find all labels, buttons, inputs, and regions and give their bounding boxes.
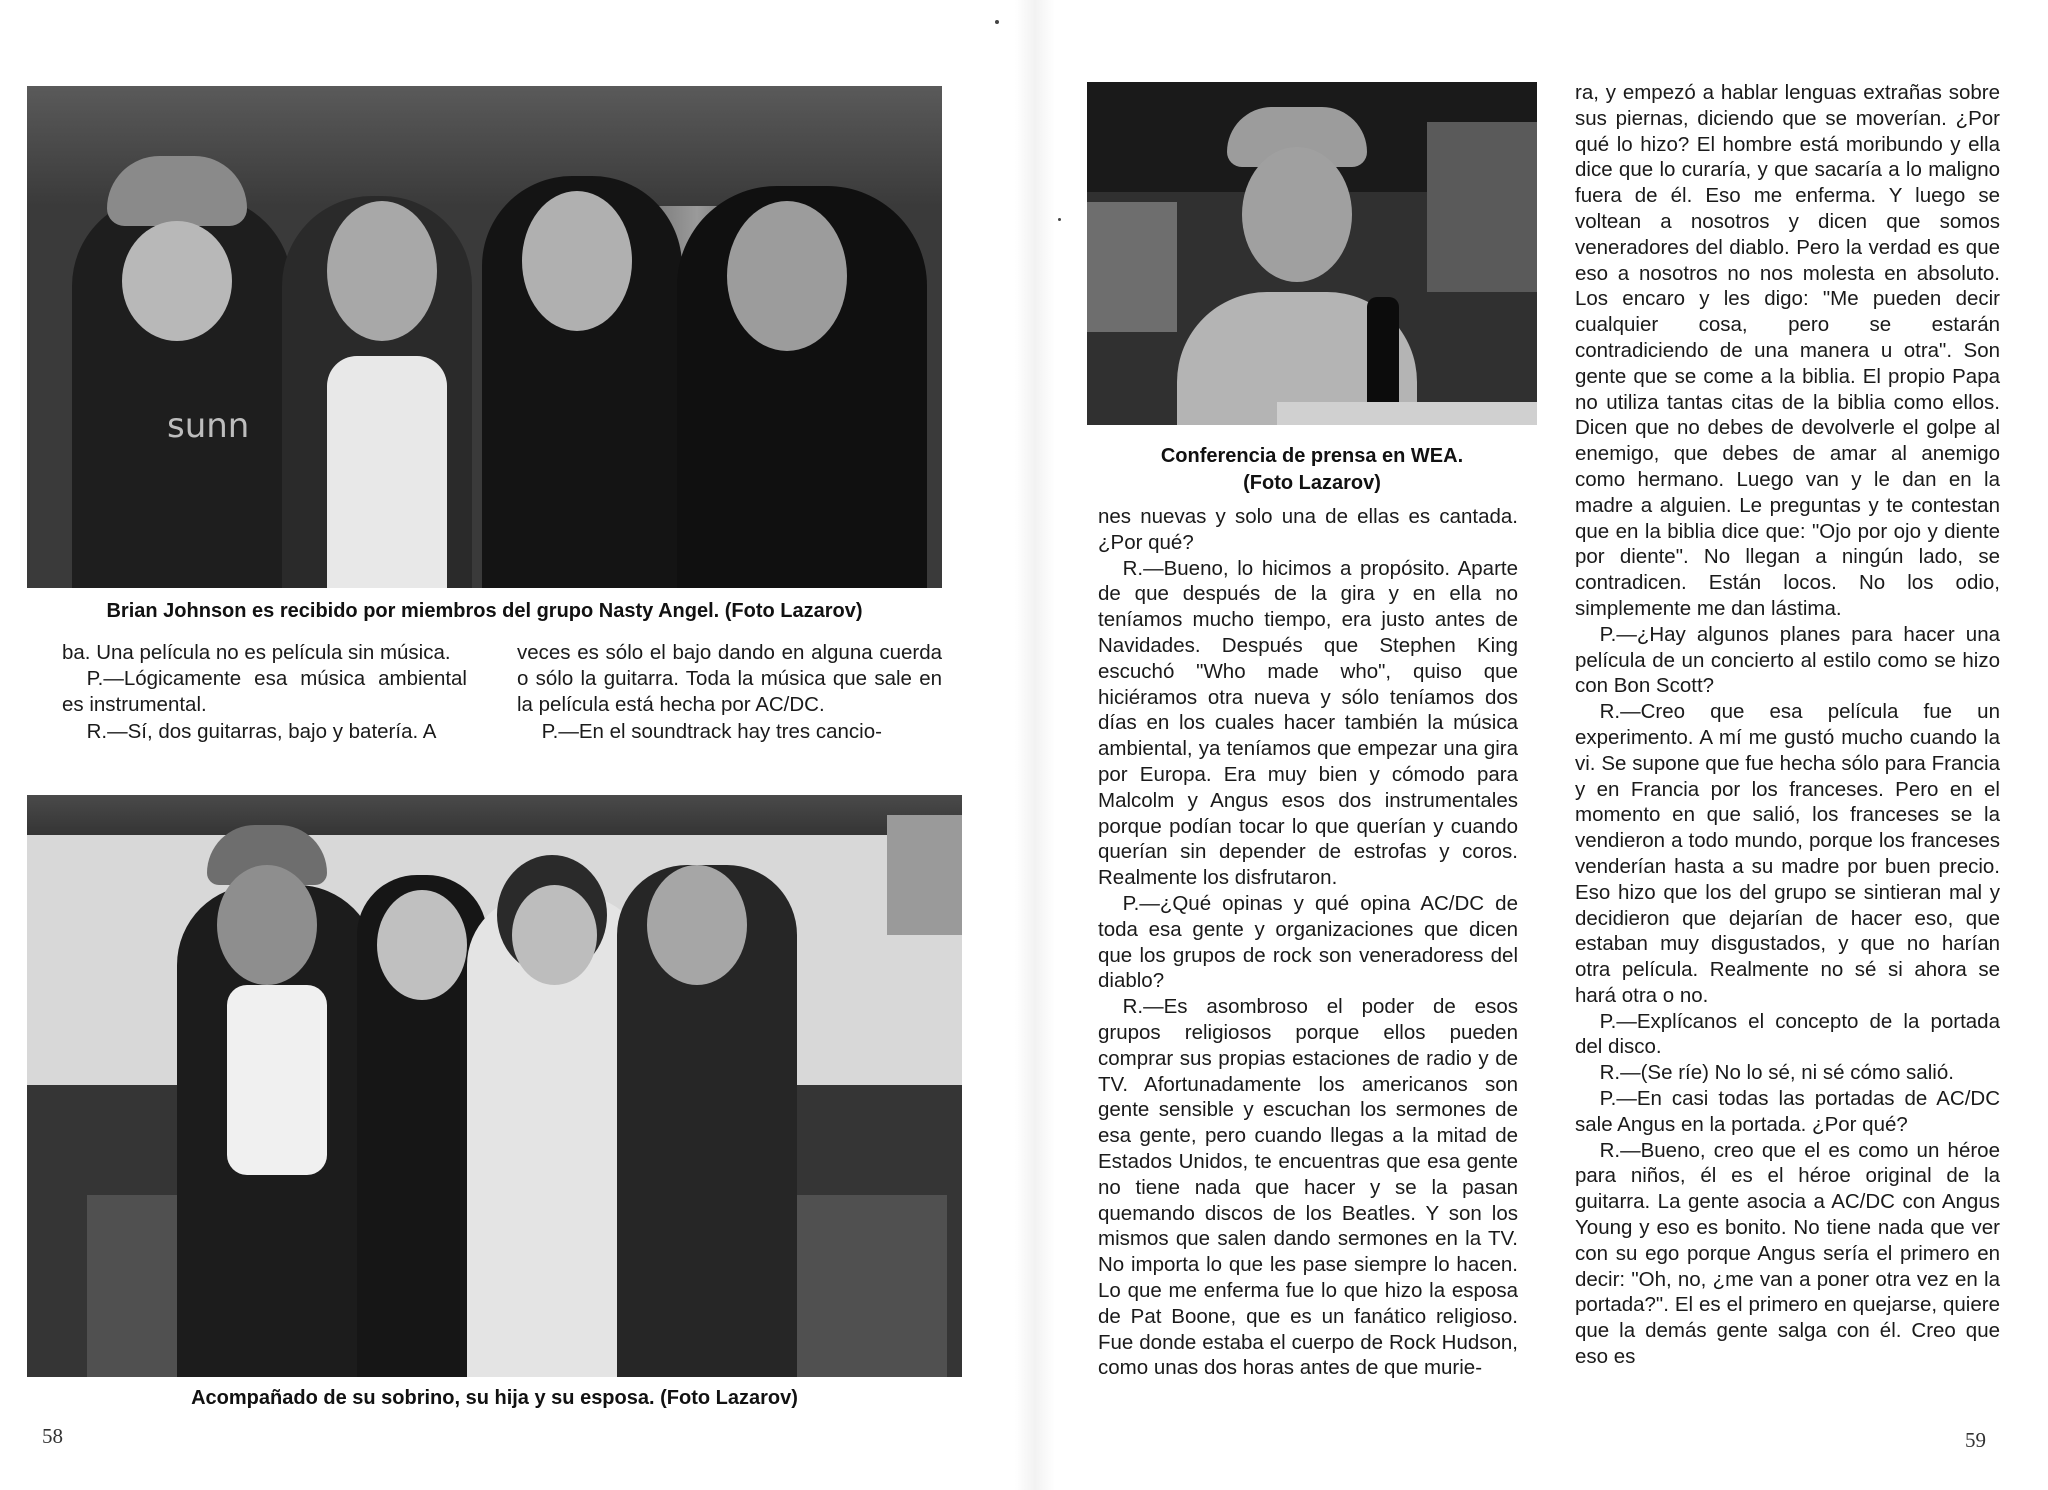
- paragraph: P.—En el soundtrack hay tres cancio-: [541, 719, 882, 743]
- paragraph: ba. Una película no es película sin música.: [62, 641, 451, 664]
- page-number-right: 59: [1965, 1428, 1986, 1452]
- photo-caption-3-line1: Conferencia de prensa en WEA.: [1160, 445, 1464, 467]
- paragraph: P.—En casi todas las portadas de AC/DC sale Angus en la portada. ¿Por qué?: [1575, 1087, 2000, 1136]
- paragraph: R.—Bueno, lo hicimos a propósito. Aparte de que después de la gira y en ella no teníamos mucho tiempo, era justo antes de Navidades. Después que Stephen King escuchó "Who made who", quiso que hiciéramos otra nueva y sólo teníamos dos días en los cuales hacer también la música ambiental, ya teníamos que empezar una gira por Europa. Era muy bien y cómodo para Malcolm y Angus esos dos instrumentales porque podían tocar lo que querían y cuando querían sin depender de estrofas y coros. Realmente los disfrutaron.: [1098, 556, 1518, 890]
- paragraph: veces es sólo el bajo dando en alguna cuerda o sólo la guitarra. Toda la música que sale en la película está hecha por AC/DC.: [517, 641, 942, 717]
- paragraph: P.—¿Qué opinas y qué opina AC/DC de toda esa gente y organizaciones que dicen que los grupos de rock son veneradoress del diablo?: [1098, 891, 1518, 993]
- text-column-3: [1098, 504, 1518, 1381]
- scan-speck: [995, 20, 999, 24]
- photo-nasty-angel-group: [27, 86, 942, 588]
- paragraph: R.—Bueno, creo que el es como un héroe para niños, él es el héroe original de la guitarra. La gente asocia a AC/DC con Angus Young y eso es bonito. No tiene nada que ver con su ego porque Angus sería el primero en decir: "Oh, no, ¿me van a poner otra vez en la portada?". El es el primero en quejarse, quiere que la demás gente salga con él. Creo que eso es: [1575, 1138, 2000, 1369]
- book-gutter: [1015, 0, 1055, 1490]
- photo-caption-1: Brian Johnson es recibido por miembros del grupo Nasty Angel. (Foto Lazarov): [106, 600, 863, 622]
- photo-caption-3-line2: (Foto Lazarov): [1243, 472, 1381, 494]
- scan-speck: [1058, 218, 1061, 221]
- paragraph: P.—¿Hay algunos planes para hacer una película de un concierto al estilo como se hizo con Bon Scott?: [1575, 622, 2000, 698]
- page-number-left: 58: [42, 1424, 63, 1448]
- text-column-1: [62, 640, 467, 745]
- paragraph: P.—Explícanos el concepto de la portada del disco.: [1575, 1009, 2000, 1059]
- text-column-4: [1575, 80, 2000, 1370]
- photo-press-conference: [1087, 82, 1537, 425]
- paragraph: ra, y empezó a hablar lenguas extrañas sobre sus piernas, diciendo que se moverían. ¿Por qué lo hizo? El hombre está moribundo y ella dice que lo curaría, y que sacaría a lo maligno fuera de él. Eso me enferma. Y luego se voltean a nosotros y dicen que somos veneradores del diablo. Pero la verdad es que eso a nosotros no nos molesta en absoluto. Los encaro y les digo: "Me pueden decir cualquier cosa, pero se estarán contradiciendo de una manera u otra". Son gente que se come a la biblia. El propio Papa no utiliza tantas citas de la biblia como ellos. Dicen que no debes de devolverle el golpe al enemigo, que debes de amar al anemigo como hermano. Luego van y le dan en la madre a alguien. Le preguntas y te contestan que en la biblia dice que: "Ojo por ojo y diente por diente". No llegan a ningún lado, se contradicen. Están locos. No los odio, simplemente me dan lástima.: [1575, 81, 2000, 620]
- paragraph: R.—Es asombroso el poder de esos grupos religiosos porque ellos pueden comprar sus propias estaciones de radio y de TV. Afortunadamente los americanos son gente sensible y escuchan los sermones de esa gente, pero cuando llegas a la mitad de Estados Unidos, te encuentras que esa gente no tiene nada que hacer y se la pasan quemando discos de los Beatles. Y son los mismos que salen dando sermones en la TV. No importa lo que les pase siempre lo hacen. Lo que me enferma fue lo que hizo la esposa de Pat Boone, que es un fanático religioso. Fue donde estaba el cuerpo de Rock Hudson, como unas dos horas antes de que murie-: [1098, 995, 1518, 1380]
- paragraph: nes nuevas y solo una de ellas es cantada. ¿Por qué?: [1098, 505, 1518, 554]
- paragraph: R.—(Se ríe) No lo sé, ni sé cómo salió.: [1599, 1061, 1954, 1085]
- paragraph: R.—Creo que esa película fue un experimento. A mí me gustó mucho cuando la vi. Se supone que fue hecha sólo para Francia y en Francia por los franceses. Pero en el momento en que salió, los franceses se la vendieron a todo mundo, porque los franceses venderían hasta a su madre por buen precio. Eso hizo que los del grupo se sintieran mal y decidieron que dejarían de hacer eso, que estaban muy disgustados, y que no harían otra película. Realmente no sé si ahora se hará otra o no.: [1575, 700, 2000, 1007]
- paragraph: R.—Sí, dos guitarras, bajo y batería. A: [86, 719, 437, 743]
- paragraph: P.—Lógicamente esa música ambiental es instrumental.: [62, 667, 467, 717]
- photo-family: [27, 795, 962, 1377]
- text-column-2: [517, 640, 942, 745]
- shirt-logo-text: sunn: [167, 406, 250, 446]
- photo-caption-2: Acompañado de su sobrino, su hija y su esposa. (Foto Lazarov): [191, 1387, 798, 1409]
